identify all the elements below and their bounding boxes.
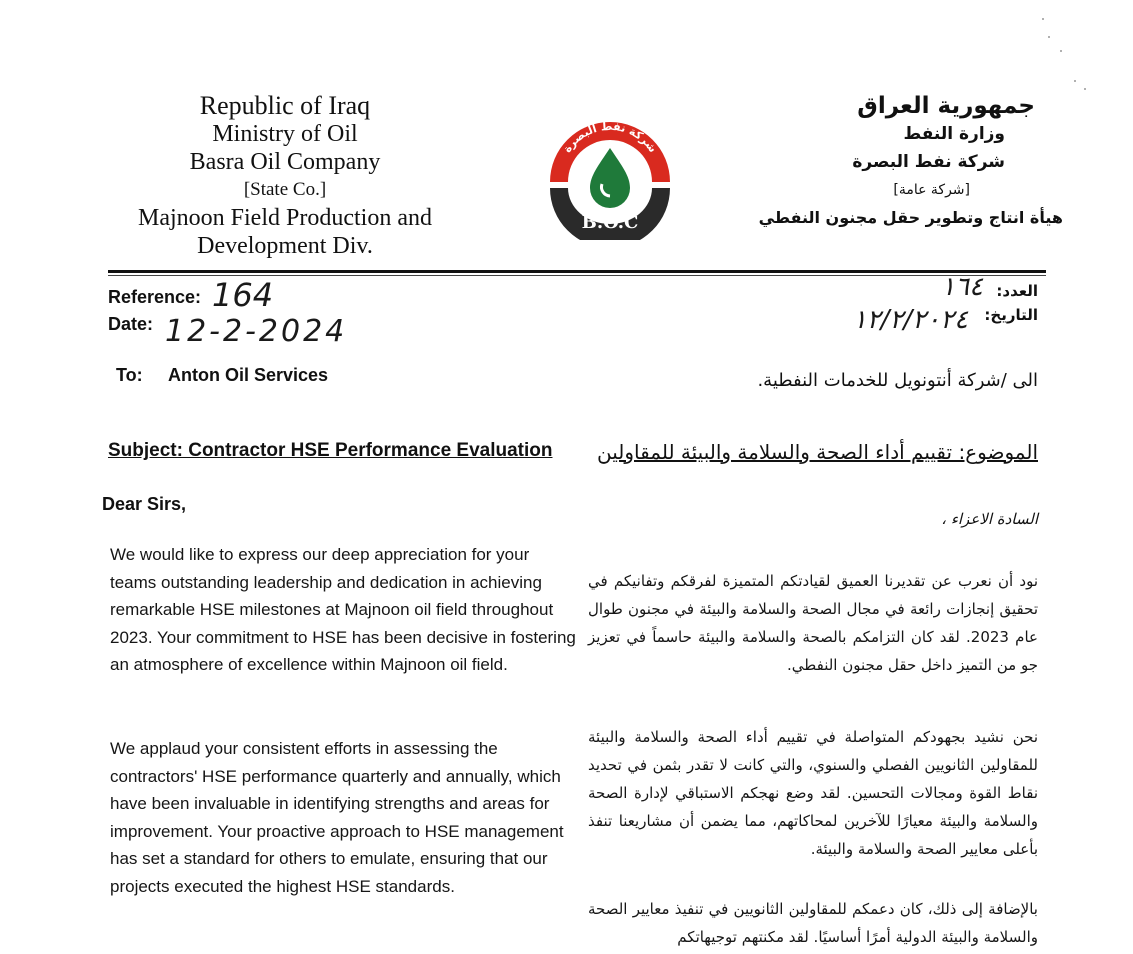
letterhead-ar-line-state: [شركة عامة] (893, 182, 970, 198)
subject-en: Subject: Contractor HSE Performance Evaluation (108, 440, 553, 461)
letterhead-line-republic: Republic of Iraq (199, 91, 371, 120)
reference-label-ar: العدد: (996, 282, 1038, 300)
body-en-paragraph-1-text: We would like to express our deep appreciation for your teams outstanding leadership and dedication in achieving remarkable HSE milestones at Majnoon oil field throughout 2023. Your commitment to HSE has been decisive in fostering an atmosphere of excellence within Majnoon oil field. (110, 545, 576, 674)
reference-value-ar: ١٦٤ (941, 272, 983, 302)
logo-arc-text: شركة نفط البصرة (560, 119, 660, 156)
salutation-en: Dear Sirs, (102, 494, 187, 514)
body-ar-paragraph-2-text: نحن نشيد بجهودكم المتواصلة في تقييم أداء الصحة والسلامة والبيئة للمقاولين الثانويين الفصلي والسنوي، والتي كانت لا تقدر بثمن في تحديد نقاط القوة ومجالات التحسين. لقد وضع نهجكم الاستباقي لإدارة الصحة والسلامة والبيئة معيارًا للآخرين لمحاكاتهم، مما يضمن أن مشاريعنا تنفذ بأعلى معايير الصحة والسلامة والبيئة. (588, 728, 1038, 858)
body-en-paragraph-2 (110, 735, 580, 900)
boc-logo (540, 100, 680, 240)
letterhead-line-state: [State Co.] (243, 179, 327, 200)
letterhead-ar-line-division: هيأة انتاج وتطوير حقل مجنون النفطي (758, 208, 1063, 227)
recipient-name: Anton Oil Services (168, 365, 329, 385)
letterhead-ar-line-republic: جمهورية العراق (857, 93, 1035, 119)
date-label: Date: (108, 314, 154, 334)
letterhead-arabic (715, 92, 1063, 232)
reference-label: Reference: (108, 287, 202, 307)
logo-initials: B.O.C (581, 212, 639, 233)
scan-specks (1030, 10, 1130, 110)
letterhead-line-company: Basra Oil Company (189, 149, 381, 175)
letterhead-ar-line-company: شركة نفط البصرة (852, 152, 1005, 172)
boc-logo-icon (540, 100, 680, 240)
letterhead-line-division-1: Majnoon Field Production and (138, 205, 432, 231)
recipient-ar: الى /شركة أنتونويل للخدمات النفطية. (757, 370, 1038, 391)
recipient-label: To: (116, 365, 143, 385)
body-ar-paragraph-3 (588, 895, 1038, 951)
date-value: 12-2-2024 (165, 314, 348, 349)
body-ar-paragraph-1 (588, 567, 1038, 679)
letterhead-line-division-2: Development Div. (197, 233, 373, 259)
letterhead-english (100, 92, 470, 260)
body-ar-paragraph-3-text: بالإضافة إلى ذلك، كان دعمكم للمقاولين الثانويين في تنفيذ معايير الصحة والسلامة والبيئة الدولية أمرًا أساسيًا. لقد مكنتهم توجيهاتكم (588, 900, 1038, 946)
reference-value: 164 (212, 276, 274, 314)
date-value-ar: ١٢/٢/٢٠٢٤ (852, 305, 968, 335)
date-label-ar: التاريخ: (984, 306, 1038, 324)
salutation-ar: السادة الاعزاء ، (941, 510, 1038, 528)
letterhead-ar-line-ministry: وزارة النفط (903, 124, 1005, 144)
subject-ar: الموضوع: تقييم أداء الصحة والسلامة والبيئة للمقاولين (597, 440, 1038, 464)
body-ar-paragraph-1-text: نود أن نعرب عن تقديرنا العميق لقيادتكم المتميزة لفرقكم وتفانيكم في تحقيق إنجازات رائعة في مجال الصحة والسلامة والبيئة في مجنون طوال عام 2023. لقد كان التزامكم بالصحة والسلامة والبيئة حاسماً في تعزيز جو من التميز داخل حقل مجنون النفطي. (588, 572, 1038, 674)
body-ar-paragraph-2 (588, 723, 1038, 863)
body-en-paragraph-2-text: We applaud your consistent efforts in assessing the contractors' HSE performance quarterly and annually, which have been invaluable in identifying strengths and areas for improvement. Your proactive approach to HSE management has set a standard for others to emulate, ensuring that our projects executed the highest HSE standards. (110, 739, 564, 896)
body-en-paragraph-1 (110, 541, 580, 679)
letterhead-line-ministry: Ministry of Oil (212, 121, 358, 147)
header-divider (108, 270, 1046, 273)
